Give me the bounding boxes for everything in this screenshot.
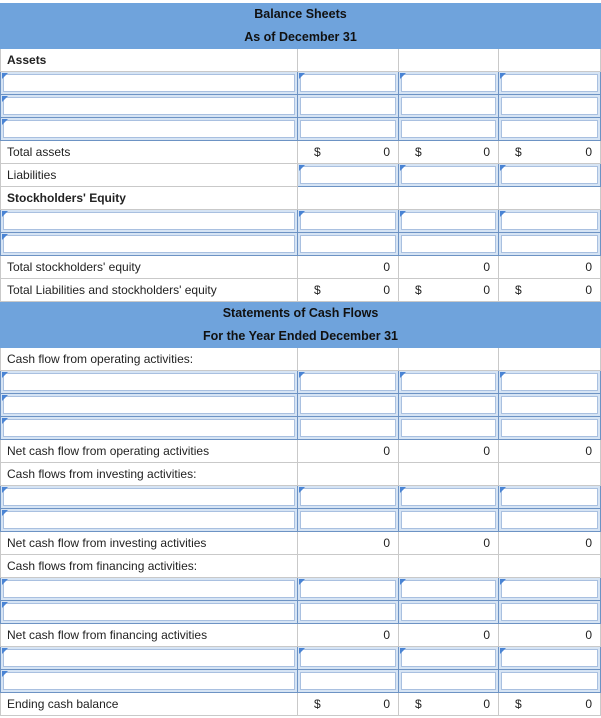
dropdown-marker-icon bbox=[299, 372, 305, 378]
total-equity-row bbox=[0, 256, 601, 279]
total-liab-equity-value: 0 bbox=[483, 283, 490, 297]
amount-input[interactable] bbox=[401, 166, 496, 184]
operating-heading: Cash flow from operating activities: bbox=[7, 352, 194, 366]
account-name-input[interactable] bbox=[3, 120, 295, 138]
assets-heading-row bbox=[0, 49, 601, 72]
dropdown-marker-icon bbox=[2, 119, 8, 125]
total-assets-value: 0 bbox=[383, 145, 390, 159]
dropdown-marker-icon bbox=[2, 510, 8, 516]
ending-balance-value: 0 bbox=[483, 697, 490, 711]
input-row[interactable] bbox=[0, 486, 601, 509]
amount-input[interactable] bbox=[401, 603, 496, 621]
ending-balance-value: 0 bbox=[383, 697, 390, 711]
net-financing-value: 0 bbox=[585, 628, 592, 642]
amount-input[interactable] bbox=[401, 488, 496, 506]
input-row[interactable] bbox=[0, 72, 601, 95]
net-investing-row bbox=[0, 532, 601, 555]
dropdown-marker-icon bbox=[500, 165, 506, 171]
amount-input[interactable] bbox=[501, 511, 598, 529]
account-name-input[interactable] bbox=[3, 396, 295, 414]
currency-symbol: $ bbox=[314, 145, 321, 159]
amount-input[interactable] bbox=[401, 649, 496, 667]
total-liab-equity-row bbox=[0, 279, 601, 302]
dropdown-marker-icon bbox=[2, 579, 8, 585]
liabilities-row[interactable] bbox=[0, 164, 601, 187]
dropdown-marker-icon bbox=[400, 579, 406, 585]
amount-input[interactable] bbox=[401, 580, 496, 598]
cash-flows-subtitle-row bbox=[0, 325, 601, 348]
amount-input[interactable] bbox=[300, 511, 396, 529]
amount-input[interactable] bbox=[401, 511, 496, 529]
dropdown-marker-icon bbox=[400, 372, 406, 378]
cash-flows-subtitle: For the Year Ended December 31 bbox=[203, 329, 398, 343]
investing-heading-row bbox=[0, 463, 601, 486]
amount-input[interactable] bbox=[401, 97, 496, 115]
account-name-input[interactable] bbox=[3, 488, 295, 506]
input-row[interactable] bbox=[0, 371, 601, 394]
financing-heading-row bbox=[0, 555, 601, 578]
net-operating-value: 0 bbox=[585, 444, 592, 458]
dropdown-marker-icon bbox=[299, 487, 305, 493]
net-financing-value: 0 bbox=[383, 628, 390, 642]
amount-input[interactable] bbox=[501, 672, 598, 690]
currency-symbol: $ bbox=[415, 697, 422, 711]
liabilities-label: Liabilities bbox=[7, 168, 57, 182]
amount-input[interactable] bbox=[401, 419, 496, 437]
amount-input[interactable] bbox=[401, 212, 496, 230]
amount-input[interactable] bbox=[501, 649, 598, 667]
account-name-input[interactable] bbox=[3, 672, 295, 690]
balance-sheet-subtitle: As of December 31 bbox=[244, 30, 357, 44]
account-name-input[interactable] bbox=[3, 580, 295, 598]
input-row[interactable] bbox=[0, 118, 601, 141]
dropdown-marker-icon bbox=[2, 372, 8, 378]
dropdown-marker-icon bbox=[2, 73, 8, 79]
net-operating-row bbox=[0, 440, 601, 463]
currency-symbol: $ bbox=[515, 283, 522, 297]
balance-sheet-title: Balance Sheets bbox=[254, 7, 347, 21]
cash-flows-title: Statements of Cash Flows bbox=[222, 306, 379, 320]
account-name-input[interactable] bbox=[3, 235, 295, 253]
amount-input[interactable] bbox=[401, 396, 496, 414]
amount-input[interactable] bbox=[501, 396, 598, 414]
amount-input[interactable] bbox=[401, 373, 496, 391]
dropdown-marker-icon bbox=[500, 73, 506, 79]
account-name-input[interactable] bbox=[3, 649, 295, 667]
account-name-input[interactable] bbox=[3, 97, 295, 115]
dropdown-marker-icon bbox=[2, 96, 8, 102]
ending-balance-value: 0 bbox=[585, 697, 592, 711]
net-investing-value: 0 bbox=[483, 536, 490, 550]
total-equity-value: 0 bbox=[585, 260, 592, 274]
amount-input[interactable] bbox=[300, 120, 396, 138]
dropdown-marker-icon bbox=[299, 73, 305, 79]
total-equity-value: 0 bbox=[483, 260, 490, 274]
balance-sheet-title-row bbox=[0, 3, 601, 26]
amount-input[interactable] bbox=[300, 580, 396, 598]
dropdown-marker-icon bbox=[2, 602, 8, 608]
dropdown-marker-icon bbox=[2, 671, 8, 677]
amount-input[interactable] bbox=[300, 396, 396, 414]
amount-input[interactable] bbox=[300, 166, 396, 184]
amount-input[interactable] bbox=[300, 97, 396, 115]
dropdown-marker-icon bbox=[400, 487, 406, 493]
amount-input[interactable] bbox=[501, 419, 598, 437]
amount-input[interactable] bbox=[300, 235, 396, 253]
input-row[interactable] bbox=[0, 233, 601, 256]
cash-flows-title-row bbox=[0, 302, 601, 325]
total-assets-row bbox=[0, 141, 601, 164]
dropdown-marker-icon bbox=[400, 211, 406, 217]
amount-input[interactable] bbox=[501, 488, 598, 506]
amount-input[interactable] bbox=[300, 419, 396, 437]
currency-symbol: $ bbox=[314, 697, 321, 711]
dropdown-marker-icon bbox=[500, 211, 506, 217]
account-name-input[interactable] bbox=[3, 74, 295, 92]
net-investing-label: Net cash flow from investing activities bbox=[7, 536, 207, 550]
input-row[interactable] bbox=[0, 95, 601, 118]
dropdown-marker-icon bbox=[500, 579, 506, 585]
equity-heading: Stockholders' Equity bbox=[7, 191, 126, 205]
currency-symbol: $ bbox=[415, 283, 422, 297]
amount-input[interactable] bbox=[300, 488, 396, 506]
net-financing-row bbox=[0, 624, 601, 647]
amount-input[interactable] bbox=[300, 649, 396, 667]
dropdown-marker-icon bbox=[400, 648, 406, 654]
currency-symbol: $ bbox=[314, 283, 321, 297]
net-operating-value: 0 bbox=[483, 444, 490, 458]
balance-sheet-subtitle-row bbox=[0, 26, 601, 49]
total-assets-value: 0 bbox=[585, 145, 592, 159]
input-row[interactable] bbox=[0, 578, 601, 601]
amount-input[interactable] bbox=[501, 235, 598, 253]
amount-input[interactable] bbox=[501, 373, 598, 391]
dropdown-marker-icon bbox=[299, 648, 305, 654]
dropdown-marker-icon bbox=[2, 211, 8, 217]
net-operating-value: 0 bbox=[383, 444, 390, 458]
total-liab-equity-label: Total Liabilities and stockholders' equity bbox=[7, 283, 217, 297]
total-liab-equity-value: 0 bbox=[383, 283, 390, 297]
amount-input[interactable] bbox=[300, 672, 396, 690]
net-financing-label: Net cash flow from financing activities bbox=[7, 628, 208, 642]
amount-input[interactable] bbox=[300, 373, 396, 391]
amount-input[interactable] bbox=[401, 672, 496, 690]
total-assets-value: 0 bbox=[483, 145, 490, 159]
total-equity-value: 0 bbox=[383, 260, 390, 274]
account-name-input[interactable] bbox=[3, 603, 295, 621]
equity-heading-row bbox=[0, 187, 601, 210]
input-row[interactable] bbox=[0, 601, 601, 624]
input-row[interactable] bbox=[0, 210, 601, 233]
dropdown-marker-icon bbox=[2, 418, 8, 424]
dropdown-marker-icon bbox=[400, 165, 406, 171]
currency-symbol: $ bbox=[515, 697, 522, 711]
net-financing-value: 0 bbox=[483, 628, 490, 642]
dropdown-marker-icon bbox=[500, 648, 506, 654]
account-name-input[interactable] bbox=[3, 419, 295, 437]
investing-heading: Cash flows from investing activities: bbox=[7, 467, 197, 481]
account-name-input[interactable] bbox=[3, 511, 295, 529]
amount-input[interactable] bbox=[401, 74, 496, 92]
dropdown-marker-icon bbox=[2, 234, 8, 240]
dropdown-marker-icon bbox=[500, 372, 506, 378]
currency-symbol: $ bbox=[515, 145, 522, 159]
total-liab-equity-value: 0 bbox=[585, 283, 592, 297]
amount-input[interactable] bbox=[501, 580, 598, 598]
input-row[interactable] bbox=[0, 670, 601, 693]
account-name-input[interactable] bbox=[3, 212, 295, 230]
amount-input[interactable] bbox=[501, 603, 598, 621]
ending-balance-label: Ending cash balance bbox=[7, 697, 119, 711]
currency-symbol: $ bbox=[415, 145, 422, 159]
dropdown-marker-icon bbox=[500, 487, 506, 493]
total-assets-label: Total assets bbox=[7, 145, 71, 159]
dropdown-marker-icon bbox=[2, 395, 8, 401]
net-investing-value: 0 bbox=[585, 536, 592, 550]
dropdown-marker-icon bbox=[2, 487, 8, 493]
amount-input[interactable] bbox=[401, 235, 496, 253]
amount-input[interactable] bbox=[300, 212, 396, 230]
amount-input[interactable] bbox=[501, 212, 598, 230]
input-row[interactable] bbox=[0, 394, 601, 417]
amount-input[interactable] bbox=[501, 97, 598, 115]
dropdown-marker-icon bbox=[2, 648, 8, 654]
dropdown-marker-icon bbox=[299, 211, 305, 217]
assets-heading: Assets bbox=[7, 53, 47, 67]
amount-input[interactable] bbox=[401, 120, 496, 138]
dropdown-marker-icon bbox=[400, 73, 406, 79]
input-row[interactable] bbox=[0, 509, 601, 532]
amount-input[interactable] bbox=[300, 603, 396, 621]
ending-balance-row bbox=[0, 693, 601, 716]
net-operating-label: Net cash flow from operating activities bbox=[7, 444, 210, 458]
operating-heading-row bbox=[0, 348, 601, 371]
net-investing-value: 0 bbox=[383, 536, 390, 550]
input-row[interactable] bbox=[0, 647, 601, 670]
amount-input[interactable] bbox=[501, 166, 598, 184]
dropdown-marker-icon bbox=[299, 579, 305, 585]
amount-input[interactable] bbox=[501, 120, 598, 138]
total-equity-label: Total stockholders' equity bbox=[7, 260, 141, 274]
account-name-input[interactable] bbox=[3, 373, 295, 391]
amount-input[interactable] bbox=[501, 74, 598, 92]
dropdown-marker-icon bbox=[299, 165, 305, 171]
input-row[interactable] bbox=[0, 417, 601, 440]
financing-heading: Cash flows from financing activities: bbox=[7, 559, 198, 573]
amount-input[interactable] bbox=[300, 74, 396, 92]
